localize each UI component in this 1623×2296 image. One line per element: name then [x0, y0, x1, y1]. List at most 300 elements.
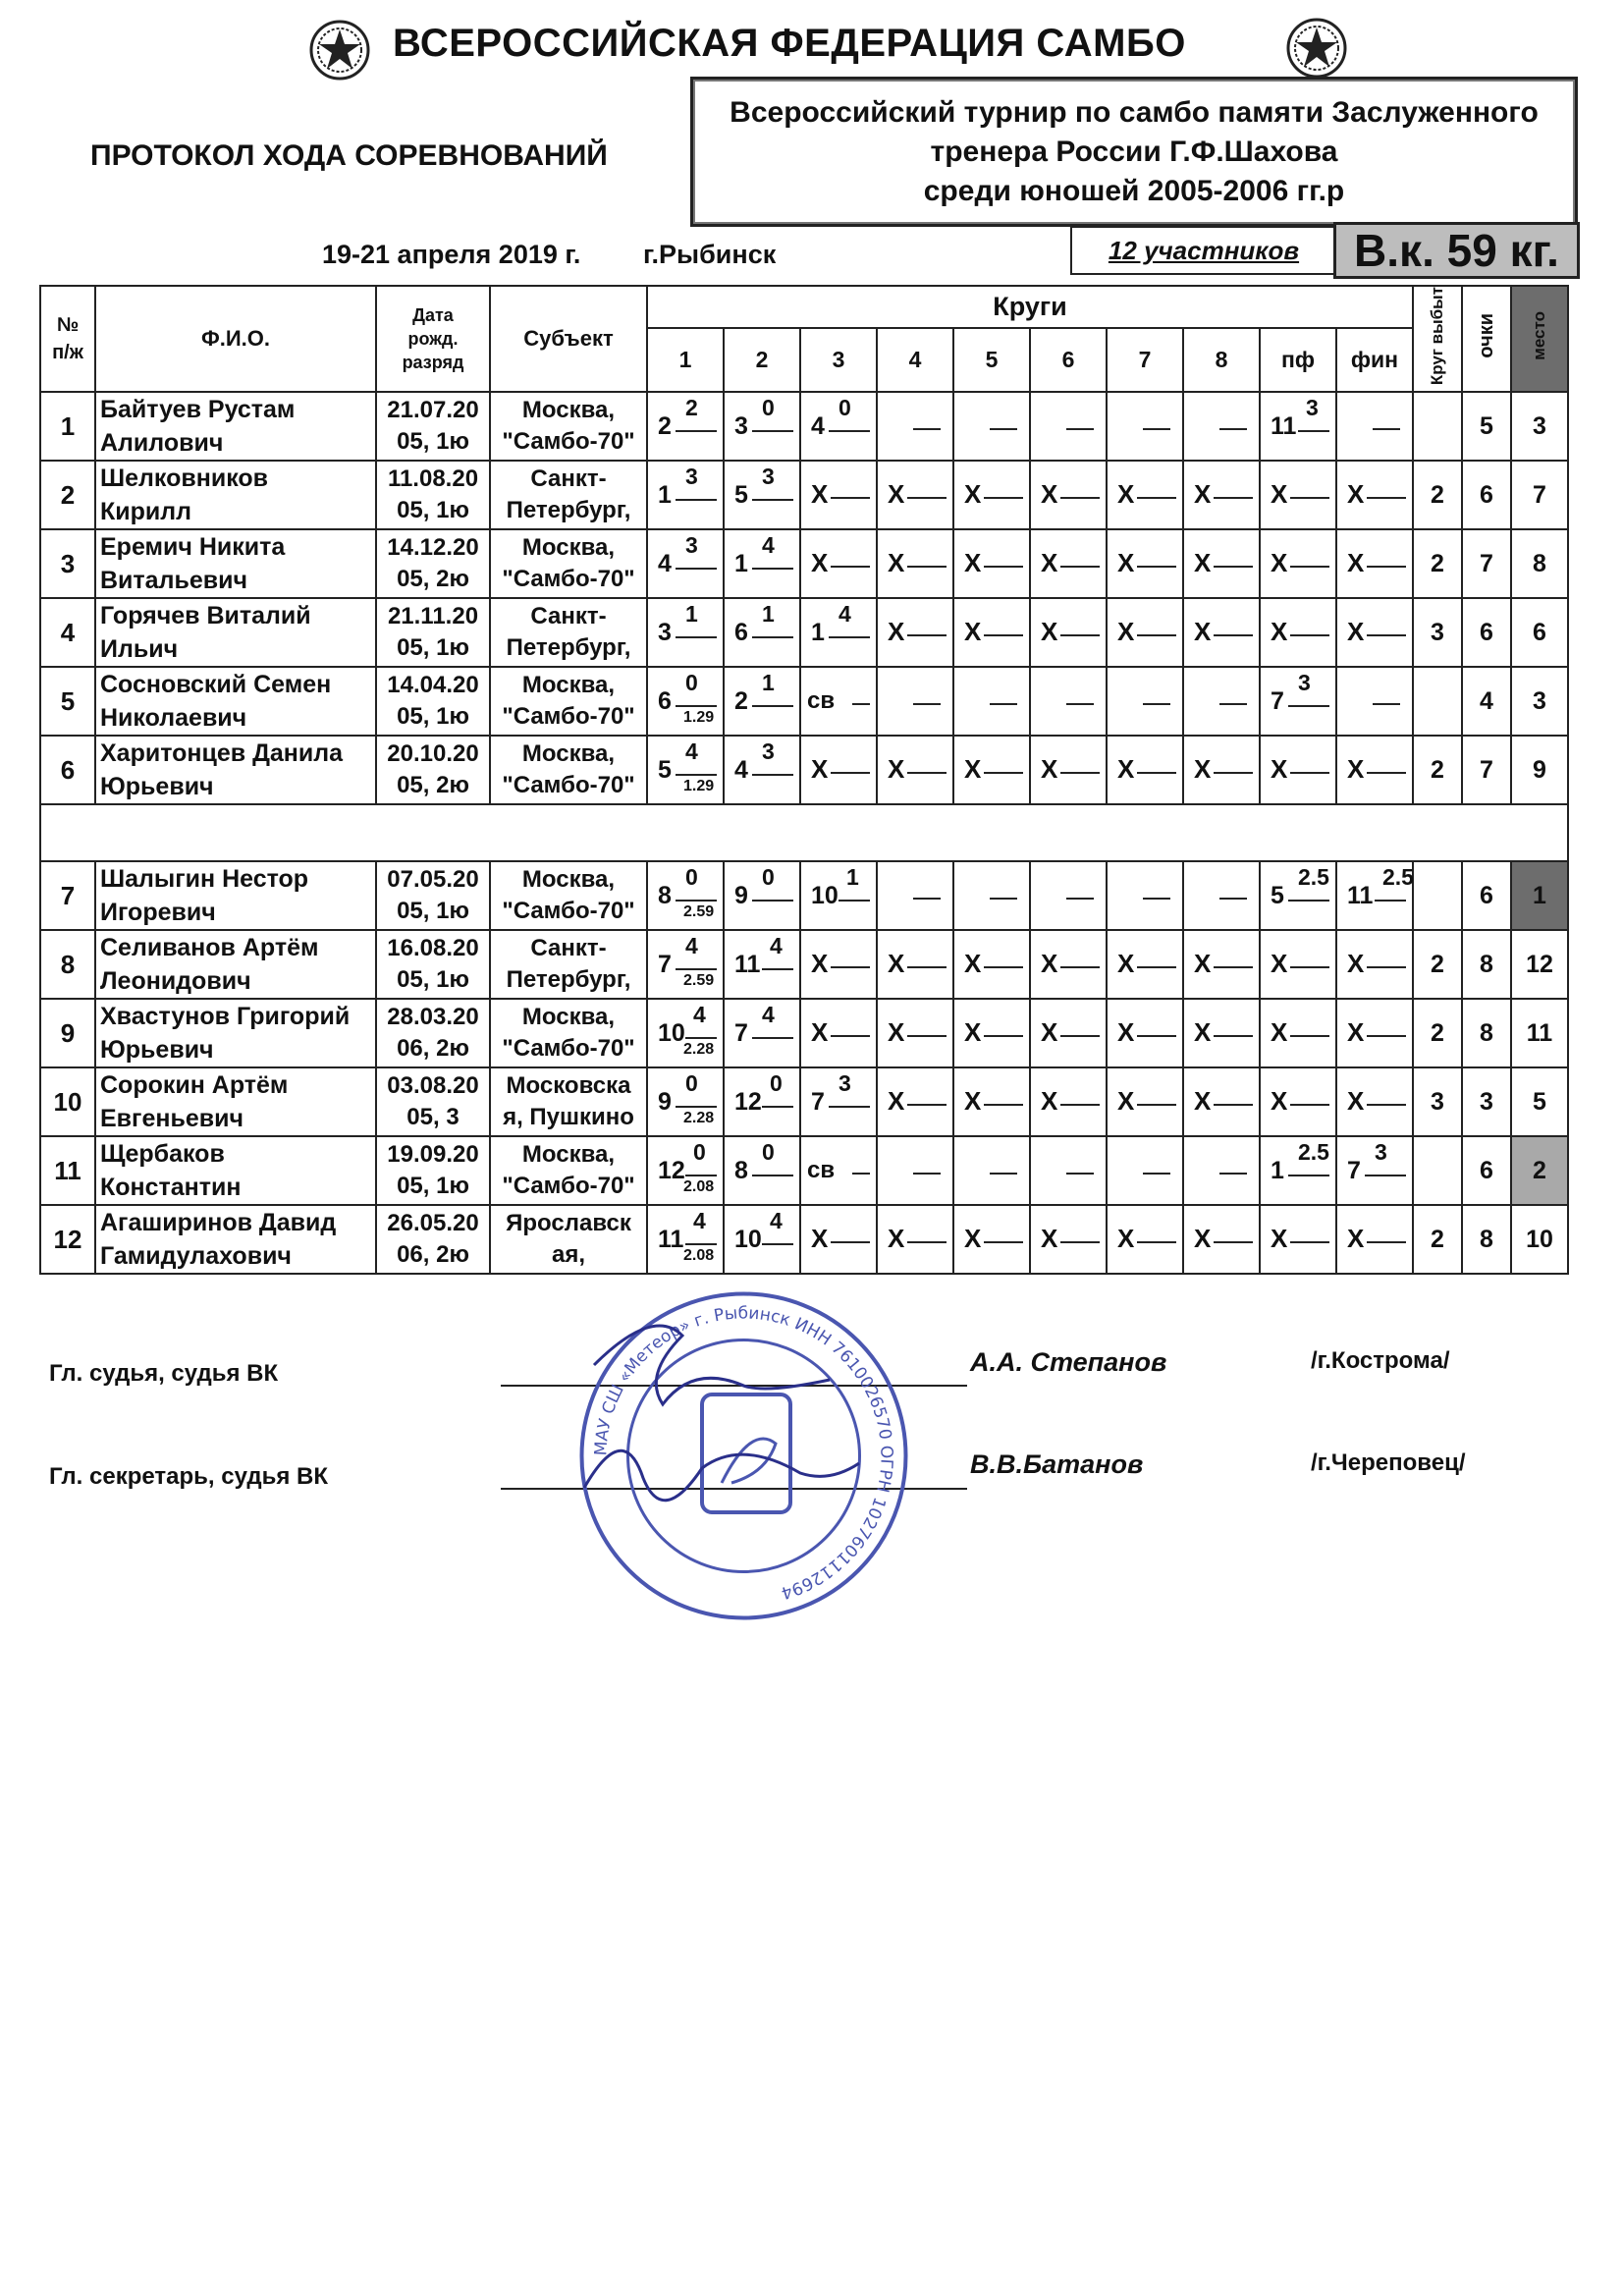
- region-line-1: Москва,: [521, 397, 616, 424]
- region-line-2: "Самбо-70": [502, 772, 635, 799]
- round-cell-9: [1260, 598, 1336, 667]
- eliminated-mark: X: [1041, 1224, 1058, 1254]
- eliminated-dash: [1137, 772, 1176, 774]
- eliminated-dash: [907, 772, 947, 774]
- region: [490, 736, 647, 804]
- round-cell-content: [648, 1000, 723, 1066]
- final-place: 10: [1511, 1205, 1568, 1274]
- bye-dash: [913, 1173, 941, 1175]
- eliminated-dash: [1214, 566, 1253, 568]
- final-place: 12: [1511, 930, 1568, 999]
- round-cell-2: [724, 461, 800, 529]
- eliminated-dash: [1214, 1104, 1253, 1106]
- round-cell-2: [724, 1067, 800, 1136]
- round-cell-content: [648, 393, 723, 460]
- points: 6: [1462, 861, 1511, 930]
- eliminated-dash: [1137, 1241, 1176, 1243]
- round-cell-content: [1108, 1206, 1182, 1273]
- federation-title: ВСЕРОССИЙСКАЯ ФЕДЕРАЦИЯ САМБО: [393, 22, 1186, 65]
- eliminated-mark: X: [1117, 617, 1135, 647]
- opponent-number: 8: [658, 882, 672, 910]
- round-cell-3: [800, 1205, 877, 1274]
- round-cell-4: [877, 736, 953, 804]
- final-place: 6: [1511, 598, 1568, 667]
- bout-score: 0: [685, 670, 698, 696]
- table-row: [40, 392, 1568, 461]
- round-cell-3: [800, 667, 877, 736]
- round-cell-content: [878, 1137, 952, 1204]
- round-cell-2: [724, 529, 800, 598]
- eliminated-dash: [1214, 966, 1253, 968]
- birth-date-rank: [376, 1136, 490, 1205]
- birth-date: 14.04.20: [387, 672, 479, 699]
- round-cell-9: [1260, 529, 1336, 598]
- round-cell-10: [1336, 1205, 1413, 1274]
- table-row: [40, 529, 1568, 598]
- table-row: [40, 1205, 1568, 1274]
- eliminated-dash: [1137, 566, 1176, 568]
- bout-score: 4: [762, 1002, 775, 1028]
- bye-dash: [1219, 703, 1247, 705]
- round-cell-6: [1030, 1067, 1107, 1136]
- round-cell-content: [954, 393, 1029, 460]
- col-header-num: № п/ж: [40, 286, 95, 392]
- athlete-patronymic: Игоревич: [100, 899, 216, 927]
- score-line: [676, 499, 717, 501]
- separator-cell: [40, 804, 1568, 861]
- points: 6: [1462, 1136, 1511, 1205]
- athlete-patronymic: Константин: [100, 1174, 242, 1202]
- round-cell-9: [1260, 667, 1336, 736]
- final-place: 7: [1511, 461, 1568, 529]
- round-cell-content: [1108, 931, 1182, 998]
- round-cell-content: [1031, 668, 1106, 735]
- round-cell-5: [953, 1205, 1030, 1274]
- round-cell-1: [647, 392, 724, 461]
- opponent-number: 4: [734, 756, 748, 785]
- round-cell-content: [725, 931, 799, 998]
- bye-dash: [1219, 898, 1247, 900]
- round-cell-content: [1031, 1068, 1106, 1135]
- region: [490, 861, 647, 930]
- bye-dash: [990, 1173, 1017, 1175]
- opponent-number: 11: [734, 951, 761, 979]
- round-cell-3: [800, 1136, 877, 1205]
- eliminated-mark: X: [1194, 617, 1212, 647]
- eliminated-mark: X: [1271, 479, 1288, 510]
- round-cell-content: [1108, 599, 1182, 666]
- round-cell-2: [724, 598, 800, 667]
- birth-date: 11.08.20: [387, 465, 479, 493]
- eliminated-mark: X: [964, 617, 982, 647]
- bout-score: 3: [762, 738, 775, 765]
- bout-time: 2.28: [683, 1041, 715, 1059]
- athlete-name: [95, 930, 376, 999]
- elimination-round: [1413, 667, 1462, 736]
- region-line-2: "Самбо-70": [502, 1173, 635, 1200]
- birth-date-rank: [376, 861, 490, 930]
- opponent-number: 11: [1347, 882, 1374, 910]
- round-cell-content: [1031, 931, 1106, 998]
- opponent-number: 1: [658, 481, 672, 510]
- opponent-number: 5: [658, 756, 672, 785]
- round-cell-content: [725, 1068, 799, 1135]
- birth-date: 20.10.20: [387, 740, 479, 768]
- eliminated-mark: X: [1271, 949, 1288, 979]
- opponent-number: 3: [658, 619, 672, 647]
- round-cell-content: [954, 862, 1029, 929]
- round-cell-content: [878, 1000, 952, 1066]
- bout-time: 2.08: [683, 1178, 715, 1196]
- bout-score: 4: [839, 601, 851, 628]
- eliminated-mark: X: [888, 949, 905, 979]
- athlete-surname-name: Шелковников: [100, 465, 269, 493]
- eliminated-mark: X: [1194, 949, 1212, 979]
- region-line-2: "Самбо-70": [502, 1035, 635, 1063]
- eliminated-mark: X: [1194, 548, 1212, 578]
- opponent-number: 8: [734, 1157, 748, 1185]
- round-cell-content: [1337, 1068, 1412, 1135]
- eliminated-mark: X: [888, 479, 905, 510]
- weight-category: В.к. 59 кг.: [1333, 222, 1580, 279]
- round-cell-9: [1260, 1136, 1336, 1205]
- bout-time: 1.29: [683, 778, 715, 795]
- birth-date-rank: [376, 930, 490, 999]
- round-cell-6: [1030, 667, 1107, 736]
- round-cell-5: [953, 861, 1030, 930]
- eliminated-mark: X: [811, 949, 829, 979]
- bout-time: 2.28: [683, 1110, 715, 1127]
- bye-dash: [1143, 1173, 1170, 1175]
- final-place: 2: [1511, 1136, 1568, 1205]
- bout-score: 0: [839, 395, 851, 421]
- eliminated-dash: [1367, 566, 1406, 568]
- row-number: 6: [40, 736, 95, 804]
- athlete-patronymic: Ильич: [100, 635, 179, 664]
- round-cell-content: [648, 599, 723, 666]
- round-cell-10: [1336, 461, 1413, 529]
- round-cell-8: [1183, 999, 1260, 1067]
- bout-score: 3: [762, 464, 775, 490]
- round-cell-content: [954, 1068, 1029, 1135]
- round-cell-8: [1183, 1067, 1260, 1136]
- region: [490, 1205, 647, 1274]
- round-header-1: 1: [647, 328, 724, 392]
- round-cell-content: [1031, 737, 1106, 803]
- round-cell-10: [1336, 999, 1413, 1067]
- round-cell-4: [877, 1136, 953, 1205]
- score-line: [752, 774, 793, 776]
- eliminated-mark: X: [1117, 754, 1135, 785]
- row-number: 4: [40, 598, 95, 667]
- round-cell-content: [1031, 862, 1106, 929]
- bye-dash: [1219, 428, 1247, 430]
- birth-year-rank: 05, 2ю: [397, 566, 469, 593]
- athlete-patronymic: Гамидулахович: [100, 1242, 292, 1271]
- row-number: 1: [40, 392, 95, 461]
- region-line-2: "Самбо-70": [502, 428, 635, 456]
- region: [490, 529, 647, 598]
- table-row: [40, 1067, 1568, 1136]
- round-cell-content: [954, 737, 1029, 803]
- round-cell-content: [1337, 1000, 1412, 1066]
- athlete-patronymic: Юрьевич: [100, 1036, 214, 1065]
- athlete-patronymic: Леонидович: [100, 967, 251, 996]
- score-line: [685, 1243, 717, 1245]
- eliminated-dash: [1290, 634, 1329, 636]
- round-cell-content: [1108, 530, 1182, 597]
- score-line: [1288, 1175, 1329, 1176]
- col-header-points: очки: [1462, 286, 1511, 392]
- elimination-round: 3: [1413, 1067, 1462, 1136]
- round-cell-content: [1184, 462, 1259, 528]
- round-cell-content: [1261, 393, 1335, 460]
- score-line: [1288, 900, 1329, 902]
- round-cell-content: [1261, 1000, 1335, 1066]
- row-number: 11: [40, 1136, 95, 1205]
- eliminated-dash: [984, 966, 1023, 968]
- score-line: [829, 636, 870, 638]
- eliminated-dash: [1367, 772, 1406, 774]
- bye-dash: [1143, 898, 1170, 900]
- eliminated-dash: [1214, 634, 1253, 636]
- round-cell-8: [1183, 529, 1260, 598]
- round-cell-7: [1107, 529, 1183, 598]
- eliminated-dash: [1367, 497, 1406, 499]
- round-cell-7: [1107, 392, 1183, 461]
- eliminated-mark: X: [811, 548, 829, 578]
- score-line: [676, 568, 717, 570]
- eliminated-dash: [907, 497, 947, 499]
- birth-year-rank: 05, 1ю: [397, 634, 469, 662]
- round-cell-content: [1108, 862, 1182, 929]
- round-cell-content: [648, 462, 723, 528]
- round-cell-6: [1030, 529, 1107, 598]
- score-line: [762, 968, 793, 970]
- round-cell-6: [1030, 999, 1107, 1067]
- eliminated-dash: [831, 566, 870, 568]
- bout-time: 2.08: [683, 1247, 715, 1265]
- round-cell-4: [877, 461, 953, 529]
- opponent-number: 7: [1347, 1157, 1361, 1185]
- eliminated-mark: X: [888, 617, 905, 647]
- round-cell-content: [1337, 599, 1412, 666]
- round-cell-content: [648, 1068, 723, 1135]
- round-cell-8: [1183, 461, 1260, 529]
- round-cell-10: [1336, 529, 1413, 598]
- row-number: 9: [40, 999, 95, 1067]
- round-cell-content: [1184, 1068, 1259, 1135]
- points: 8: [1462, 1205, 1511, 1274]
- round-cell-3: [800, 598, 877, 667]
- bout-score: 2.5: [1382, 864, 1414, 891]
- eliminated-mark: X: [1117, 548, 1135, 578]
- round-cell-content: [1031, 530, 1106, 597]
- bout-score: 0: [693, 1139, 706, 1166]
- bout-score: 1: [762, 670, 775, 696]
- round-cell-content: [1337, 668, 1412, 735]
- round-cell-content: [1108, 1137, 1182, 1204]
- region-line-2: Петербург,: [506, 966, 631, 994]
- round-cell-content: [1108, 393, 1182, 460]
- round-cell-content: [1261, 668, 1335, 735]
- eliminated-dash: [1367, 634, 1406, 636]
- eliminated-mark: X: [888, 1086, 905, 1117]
- round-cell-5: [953, 999, 1030, 1067]
- round-cell-content: [1184, 599, 1259, 666]
- eliminated-dash: [1290, 772, 1329, 774]
- eliminated-dash: [1214, 772, 1253, 774]
- bout-score: 2: [685, 395, 698, 421]
- round-cell-content: [801, 1137, 876, 1204]
- birth-date: 03.08.20: [387, 1072, 479, 1100]
- round-cell-9: [1260, 461, 1336, 529]
- round-cell-content: [878, 462, 952, 528]
- round-cell-content: [1261, 1068, 1335, 1135]
- round-cell-6: [1030, 392, 1107, 461]
- region-line-1: Москва,: [521, 1141, 616, 1169]
- eliminated-dash: [984, 634, 1023, 636]
- eliminated-dash: [831, 966, 870, 968]
- round-cell-content: [878, 599, 952, 666]
- athlete-patronymic: Евгеньевич: [100, 1105, 243, 1133]
- round-cell-content: [954, 462, 1029, 528]
- final-place: 11: [1511, 999, 1568, 1067]
- round-cell-8: [1183, 1205, 1260, 1274]
- round-cell-7: [1107, 461, 1183, 529]
- round-cell-4: [877, 598, 953, 667]
- round-cell-content: [1337, 530, 1412, 597]
- eliminated-mark: X: [1347, 949, 1365, 979]
- tournament-line-1: Всероссийский турнир по самбо памяти Заслуженного: [730, 95, 1539, 129]
- athlete-name: [95, 999, 376, 1067]
- opponent-number: 1: [734, 550, 748, 578]
- free-round-dash: [852, 1173, 870, 1175]
- athlete-surname-name: Харитонцев Данила: [100, 739, 344, 768]
- birth-date-rank: [376, 529, 490, 598]
- round-cell-4: [877, 392, 953, 461]
- round-cell-content: [1031, 462, 1106, 528]
- region-line-2: Петербург,: [506, 497, 631, 524]
- round-cell-8: [1183, 1136, 1260, 1205]
- chief-judge-label: Гл. судья, судья ВК: [49, 1360, 279, 1387]
- round-cell-9: [1260, 999, 1336, 1067]
- round-cell-7: [1107, 861, 1183, 930]
- eliminated-dash: [984, 772, 1023, 774]
- round-cell-10: [1336, 392, 1413, 461]
- col-header-name: Ф.И.О.: [95, 286, 376, 392]
- eliminated-mark: X: [1117, 1017, 1135, 1048]
- round-cell-8: [1183, 861, 1260, 930]
- bout-score: 1: [762, 601, 775, 628]
- table-row: [40, 461, 1568, 529]
- score-line: [1298, 430, 1329, 432]
- round-cell-4: [877, 861, 953, 930]
- round-cell-1: [647, 999, 724, 1067]
- round-header-6: 6: [1030, 328, 1107, 392]
- region: [490, 999, 647, 1067]
- round-cell-content: [954, 1137, 1029, 1204]
- round-cell-content: [1337, 1137, 1412, 1204]
- round-cell-content: [1108, 668, 1182, 735]
- round-cell-5: [953, 1136, 1030, 1205]
- athlete-surname-name: Шалыгин Нестор: [100, 865, 309, 894]
- athlete-surname-name: Селиванов Артём: [100, 934, 319, 962]
- round-cell-8: [1183, 736, 1260, 804]
- round-cell-8: [1183, 392, 1260, 461]
- eliminated-mark: X: [1041, 754, 1058, 785]
- results-table: [39, 285, 1569, 1275]
- round-cell-content: [801, 599, 876, 666]
- eliminated-dash: [1060, 566, 1100, 568]
- opponent-number: 12: [658, 1157, 685, 1185]
- eliminated-mark: X: [1194, 1086, 1212, 1117]
- round-cell-4: [877, 667, 953, 736]
- birth-date-rank: [376, 736, 490, 804]
- elimination-round: 2: [1413, 1205, 1462, 1274]
- eliminated-dash: [1214, 1035, 1253, 1037]
- score-line: [685, 1037, 717, 1039]
- round-header-10: фин: [1336, 328, 1413, 392]
- eliminated-dash: [1290, 1241, 1329, 1243]
- round-cell-10: [1336, 930, 1413, 999]
- round-cell-9: [1260, 1205, 1336, 1274]
- round-cell-content: [1184, 862, 1259, 929]
- eliminated-mark: X: [1041, 1086, 1058, 1117]
- bye-dash: [1143, 428, 1170, 430]
- round-cell-content: [725, 862, 799, 929]
- final-place: 5: [1511, 1067, 1568, 1136]
- round-cell-6: [1030, 861, 1107, 930]
- bye-dash: [1373, 703, 1400, 705]
- round-cell-5: [953, 1067, 1030, 1136]
- tournament-line-3: среди юношей 2005-2006 гг.р: [923, 174, 1345, 207]
- score-line: [752, 568, 793, 570]
- bout-score: 0: [762, 1139, 775, 1166]
- final-place: 9: [1511, 736, 1568, 804]
- opponent-number: 7: [658, 951, 672, 979]
- bye-dash: [990, 898, 1017, 900]
- birth-year-rank: 05, 2ю: [397, 772, 469, 799]
- score-line: [752, 499, 793, 501]
- round-cell-content: [1108, 462, 1182, 528]
- points: 8: [1462, 999, 1511, 1067]
- athlete-name: [95, 461, 376, 529]
- eliminated-mark: X: [811, 754, 829, 785]
- round-cell-content: [801, 862, 876, 929]
- round-cell-10: [1336, 736, 1413, 804]
- competition-date: 19-21 апреля 2019 г.: [322, 240, 581, 269]
- eliminated-dash: [907, 1104, 947, 1106]
- round-cell-content: [801, 1068, 876, 1135]
- opponent-number: 5: [1271, 882, 1284, 910]
- round-cell-5: [953, 461, 1030, 529]
- round-cell-content: [1337, 1206, 1412, 1273]
- round-header-8: 8: [1183, 328, 1260, 392]
- round-cell-5: [953, 736, 1030, 804]
- region: [490, 461, 647, 529]
- birth-date: 21.11.20: [387, 603, 479, 630]
- birth-date-rank: [376, 1205, 490, 1274]
- round-cell-2: [724, 736, 800, 804]
- round-cell-6: [1030, 1205, 1107, 1274]
- round-cell-content: [725, 530, 799, 597]
- eliminated-mark: X: [888, 548, 905, 578]
- official-stamp-icon: [574, 1286, 913, 1625]
- chief-secretary-name: В.В.Батанов: [970, 1449, 1144, 1479]
- round-cell-content: [801, 1000, 876, 1066]
- round-cell-9: [1260, 736, 1336, 804]
